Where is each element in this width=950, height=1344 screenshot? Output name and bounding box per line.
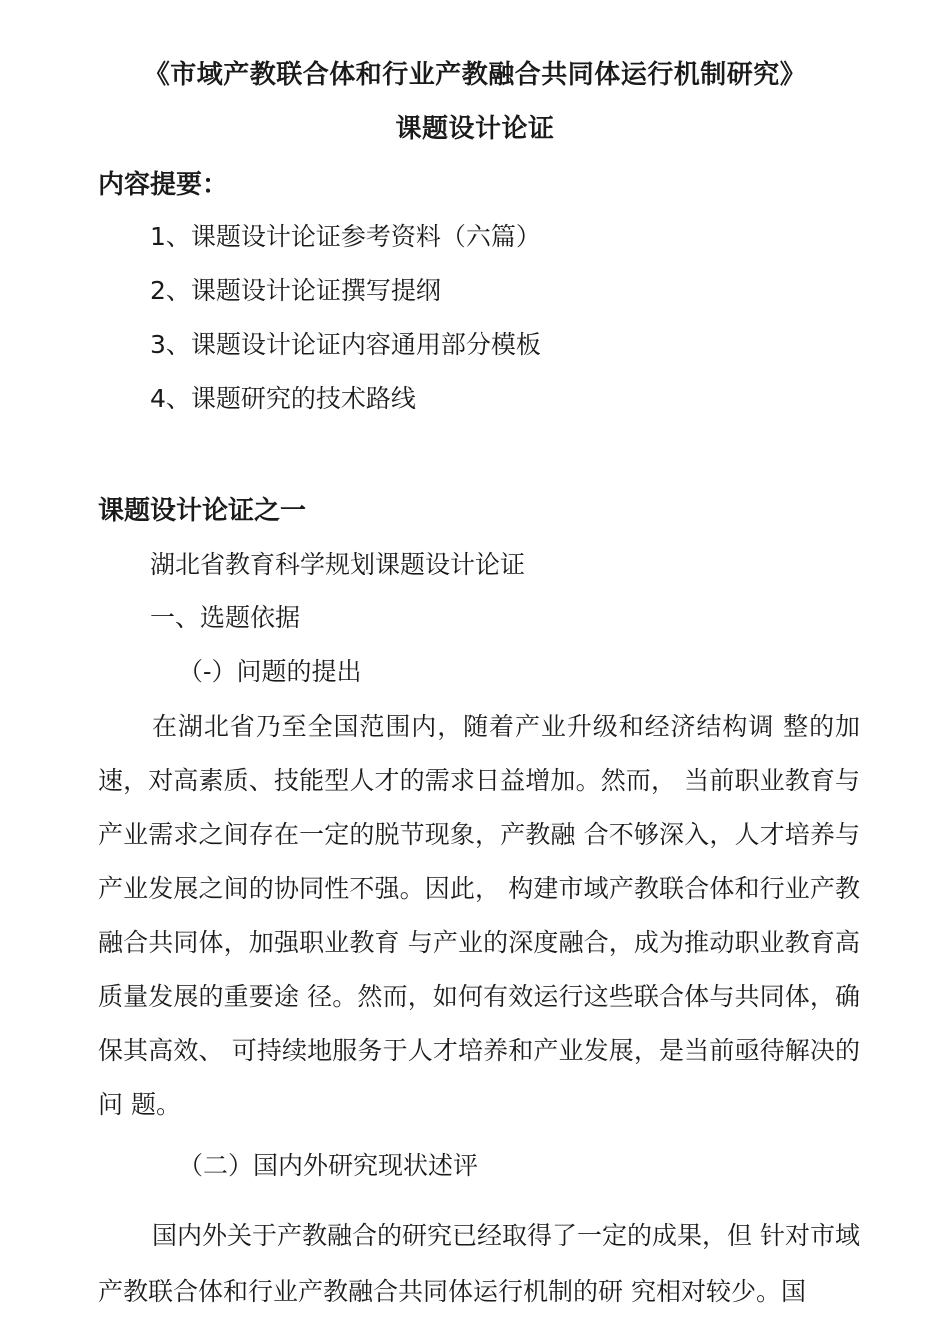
paragraph-problem-statement: 在湖北省乃至全国范围内，随着产业升级和经济结构调 整的加速，对高素质、技能型人才的需求日益增加。然而， 当前职业教育与产业需求之间存在一定的脱节现象，产教融 合不够深入，人才培养与产业发展之间的协同性不强。因此， 构建市域产教联合体和行业产教融合共同体，加强职业教育 与产业的深度融合，成为推动职业教育高质量发展的重要途 径。然而，如何有效运行这些联合体与共同体，确保其高效、 可持续地服务于人才培养和产业发展，是当前亟待解决的问 题。 [98, 712, 860, 1119]
toc-item: 3、课题设计论证内容通用部分模板 [150, 330, 541, 359]
section-subtitle: 湖北省教育科学规划课题设计论证 [150, 550, 526, 579]
section-heading: 课题设计论证之一 [98, 496, 307, 526]
subsection-2-heading: （二）国内外研究现状述评 [178, 1151, 479, 1180]
toc-item: 1、课题设计论证参考资料（六篇） [150, 222, 541, 251]
toc-item: 2、课题设计论证撰写提纲 [150, 276, 441, 305]
table-of-contents [150, 217, 541, 433]
document-subtitle: 课题设计论证 [395, 114, 555, 144]
toc-item: 4、课题研究的技术路线 [150, 384, 416, 413]
paragraph-research-review: 国内外关于产教融合的研究已经取得了一定的成果，但 针对市域产教联合体和行业产教融合共同体运行机制的研 究相对较少。国 [98, 1221, 860, 1306]
section-1-heading: 一、选题依据 [150, 603, 301, 632]
subsection-1-heading: （-）问题的提出 [178, 657, 362, 686]
summary-heading: 内容提要： [98, 170, 229, 200]
document-title: 《市域产教联合体和行业产教融合共同体运行机制研究》 [143, 60, 807, 90]
